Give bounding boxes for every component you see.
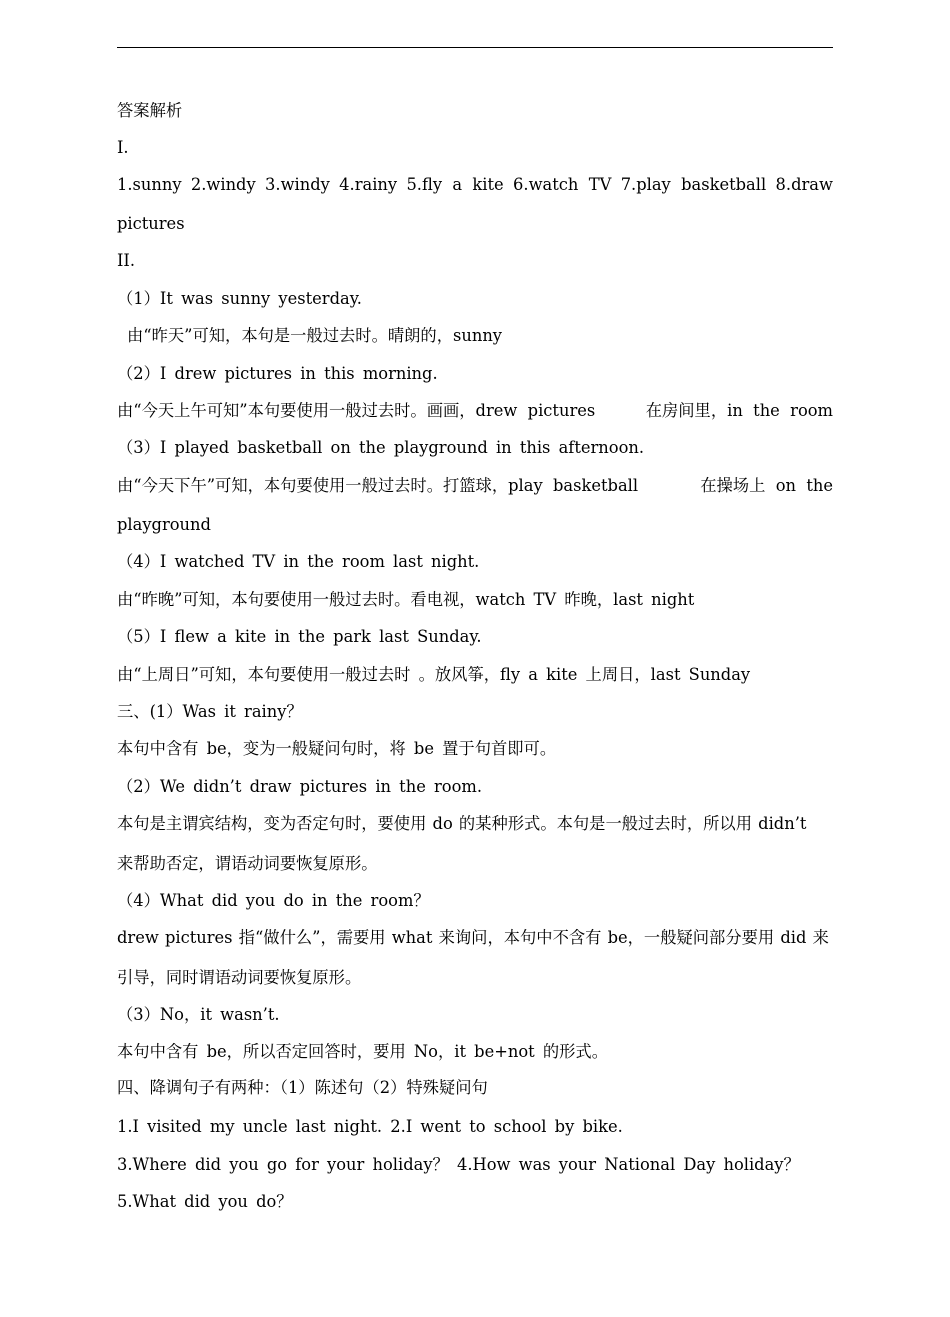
explanation-2-part-a: 由“今天上午可知”本句要使用一般过去时。画画，drew pictures [117, 401, 596, 420]
section-4-line-1: 1.I visited my uncle last night. 2.I went to school by bike. [117, 1117, 623, 1136]
section-3-answer-4: （4）What did you do in the room？ [117, 891, 430, 910]
explanation-1: 由“昨天”可知，本句是一般过去时。晴朗的，sunny [127, 326, 503, 345]
explanation-2-part-b: 在房间里，in the room [645, 401, 833, 420]
question-2: （2）I drew pictures in this morning. [117, 364, 438, 383]
section-3-answer-2: （2）We didn’t draw pictures in the room. [117, 777, 483, 796]
header-rule [117, 47, 833, 48]
question-1: （1）It was sunny yesterday. [117, 289, 362, 308]
section-3-explanation-4-cont: 引导，同时谓语动词要恢复原形。 [117, 968, 362, 987]
section-3-explanation-3: 本句中含有 be，所以否定回答时，要用 No，it be+not 的形式。 [117, 1042, 608, 1061]
section-1-heading: I. [117, 138, 129, 157]
section-4-line-2: 3.Where did you go for your holiday？ 4.How was your National Day holiday？ [117, 1155, 800, 1174]
question-3: （3）I played basketball on the playground in this afternoon. [117, 438, 645, 457]
section-4-heading: 四、降调句子有两种：（1）陈述句（2）特殊疑问句 [117, 1078, 488, 1097]
section-1-answers [117, 175, 833, 195]
explanation-4: 由“昨晚”可知，本句要使用一般过去时。看电视，watch TV 昨晚，last night [117, 590, 695, 609]
section-3-answer-1: 三、(1）Was it rainy？ [117, 702, 303, 721]
answer-item: 2.windy [190, 175, 256, 194]
section-1-answers-cont: pictures [117, 214, 185, 233]
answer-item: 6.watch TV [513, 175, 612, 194]
answer-item: 4.rainy [339, 175, 398, 194]
section-3-explanation-2: 本句是主谓宾结构，变为否定句时，要使用 do 的某种形式。本句是一般过去时，所以用 didn’t [117, 814, 807, 833]
explanation-3-part-a: 由“今天下午”可知，本句要使用一般过去时。打篮球，play basketball [117, 476, 639, 495]
section-3-explanation-2-cont: 来帮助否定，谓语动词要恢复原形。 [117, 854, 378, 873]
doc-title: 答案解析 [117, 101, 183, 120]
answer-item: 5.fly a kite [406, 175, 504, 194]
explanation-3-part-b: 在操场上 on the [700, 476, 833, 495]
explanation-2 [117, 401, 833, 421]
explanation-5: 由“上周日”可知，本句要使用一般过去时 。放风筝，fly a kite 上周日，last Sunday [117, 665, 751, 684]
answer-item: 1.sunny [117, 175, 182, 194]
section-2-heading: II. [117, 251, 136, 270]
section-3-explanation-4: drew pictures 指“做什么”，需要用 what 来询问，本句中不含有 be，一般疑问部分要用 did 来 [117, 928, 829, 947]
question-5: （5）I flew a kite in the park last Sunday. [117, 627, 482, 646]
answer-item: 8.draw [775, 175, 833, 194]
section-3-answer-3: （3）No，it wasn’t. [117, 1005, 280, 1024]
answer-item: 3.windy [265, 175, 330, 194]
section-3-explanation-1: 本句中含有 be，变为一般疑问句时，将 be 置于句首即可。 [117, 739, 557, 758]
question-4: （4）I watched TV in the room last night. [117, 552, 480, 571]
answer-item: 7.play basketball [620, 175, 767, 194]
explanation-3 [117, 476, 833, 496]
section-4-line-3: 5.What did you do？ [117, 1192, 293, 1211]
explanation-3-cont: playground [117, 515, 211, 534]
